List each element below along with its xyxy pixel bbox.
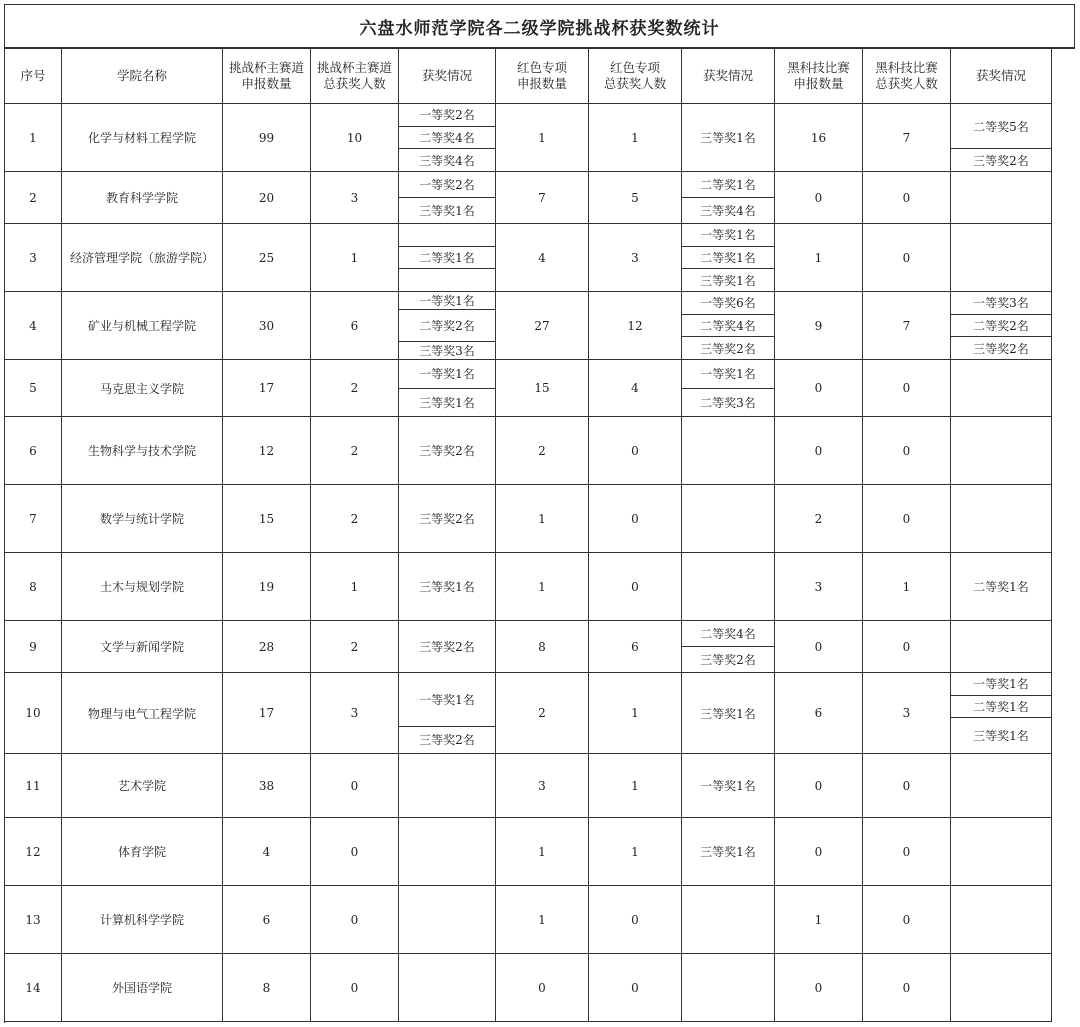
cell-red-apply-count: 0 [496,954,589,1022]
award-entry: 一等奖2名 [399,172,495,198]
cell-red-apply-count: 2 [496,417,589,485]
header-text: 获奖情况 [975,68,1026,83]
award-entry: 三等奖2名 [419,512,475,526]
award-entry: 三等奖2名 [973,341,1029,356]
cell-tz-awards [399,417,496,485]
award-entry: 一等奖2名 [399,104,495,127]
cell-hk-winner-count: 0 [863,417,951,485]
cell-serial-number: 14 [5,954,62,1022]
cell-hk-winner-count: 0 [863,954,951,1022]
cell-red-awards [682,954,775,1022]
cell-red-awards [682,224,775,292]
cell-red-winner-count: 0 [589,485,682,553]
cell-red-awards [682,621,775,673]
award-entry: 二等奖2名 [399,310,495,342]
cell-red-awards [682,485,775,553]
cell-red-apply-count: 1 [496,485,589,553]
award-entry: 一等奖3名 [951,292,1051,315]
award-entry: 三等奖1名 [419,580,475,594]
award-entry: 二等奖2名 [951,315,1051,338]
award-entry: 二等奖1名 [682,172,774,198]
cell-tz-winner-count: 0 [311,886,399,954]
cell-tz-awards [399,360,496,417]
header-text: 申报数量 [241,76,292,91]
cell-hk-winner-count: 0 [863,818,951,886]
cell-red-winner-count: 6 [589,621,682,673]
cell-serial-number: 10 [5,673,62,754]
award-entry: 二等奖4名 [399,127,495,150]
award-entry: 二等奖1名 [399,247,495,270]
cell-college-name: 数学与统计学院 [62,485,223,553]
award-entry: 三等奖4名 [419,153,475,168]
cell-tz-apply-count: 25 [223,224,311,292]
cell-tz-awards [399,754,496,818]
cell-tz-awards [399,553,496,621]
cell-tz-awards [399,886,496,954]
cell-serial-number: 12 [5,818,62,886]
cell-red-winner-count: 0 [589,417,682,485]
cell-tz-apply-count: 8 [223,954,311,1022]
cell-tz-apply-count: 28 [223,621,311,673]
cell-red-apply-count: 4 [496,224,589,292]
cell-hk-apply-count: 0 [775,621,863,673]
cell-red-apply-count: 1 [496,886,589,954]
cell-red-apply-count: 1 [496,553,589,621]
cell-hk-winner-count: 0 [863,754,951,818]
cell-tz-awards [399,954,496,1022]
cell-tz-apply-count: 17 [223,673,311,754]
header-text: 黑科技比赛 [875,60,938,75]
cell-tz-winner-count: 2 [311,360,399,417]
header-college-name [62,49,223,104]
header-text: 获奖情况 [421,68,472,83]
cell-hk-winner-count: 1 [863,553,951,621]
header-tz-awards [399,49,496,104]
cell-red-awards [682,754,775,818]
cell-tz-awards [399,172,496,224]
cell-tz-awards [399,485,496,553]
cell-hk-awards [951,818,1052,886]
award-entry: 一等奖1名 [700,779,756,793]
cell-college-name: 教育科学学院 [62,172,223,224]
cell-hk-winner-count: 7 [863,104,951,172]
cell-hk-apply-count: 0 [775,818,863,886]
cell-hk-winner-count: 0 [863,485,951,553]
award-entry: 三等奖1名 [700,845,756,859]
cell-red-apply-count: 3 [496,754,589,818]
award-entry: 三等奖1名 [700,706,756,721]
header-text: 红色专项 [609,60,660,75]
award-entry: 二等奖1名 [973,580,1029,594]
cell-serial-number: 13 [5,886,62,954]
cell-red-awards [682,104,775,172]
cell-hk-awards [951,886,1052,954]
cell-serial-number: 5 [5,360,62,417]
cell-hk-apply-count: 0 [775,172,863,224]
header-text: 黑科技比赛 [787,60,850,75]
cell-college-name: 艺术学院 [62,754,223,818]
cell-red-winner-count: 1 [589,104,682,172]
award-entry [399,224,495,247]
cell-hk-apply-count: 0 [775,360,863,417]
cell-serial-number: 2 [5,172,62,224]
cell-tz-winner-count: 0 [311,754,399,818]
cell-tz-awards [399,104,496,172]
cell-red-apply-count: 27 [496,292,589,360]
cell-red-awards [682,553,775,621]
award-statistics-table [4,48,1075,1023]
cell-serial-number: 9 [5,621,62,673]
cell-red-apply-count: 1 [496,104,589,172]
cell-tz-apply-count: 30 [223,292,311,360]
cell-red-winner-count: 0 [589,553,682,621]
header-text: 红色专项 [516,60,567,75]
cell-tz-awards [399,292,496,360]
cell-hk-winner-count: 7 [863,292,951,360]
cell-hk-apply-count: 0 [775,754,863,818]
cell-hk-apply-count: 3 [775,553,863,621]
cell-hk-apply-count: 6 [775,673,863,754]
cell-red-apply-count: 1 [496,818,589,886]
cell-hk-apply-count: 1 [775,886,863,954]
cell-tz-awards [399,673,496,754]
cell-red-awards [682,417,775,485]
cell-college-name: 生物科学与技术学院 [62,417,223,485]
award-entry: 三等奖2名 [419,640,475,654]
cell-college-name: 经济管理学院（旅游学院） [62,224,223,292]
cell-hk-winner-count: 0 [863,621,951,673]
header-hk-apply-count [775,49,863,104]
award-entry: 二等奖4名 [682,315,774,338]
cell-hk-winner-count: 0 [863,886,951,954]
cell-tz-winner-count: 2 [311,485,399,553]
cell-red-winner-count: 0 [589,886,682,954]
cell-tz-winner-count: 10 [311,104,399,172]
cell-tz-awards [399,818,496,886]
cell-hk-apply-count: 0 [775,954,863,1022]
cell-college-name: 化学与材料工程学院 [62,104,223,172]
cell-red-winner-count: 5 [589,172,682,224]
award-entry: 一等奖1名 [951,673,1051,696]
cell-tz-winner-count: 6 [311,292,399,360]
award-entry: 三等奖1名 [419,395,475,410]
header-text: 学院名称 [116,68,167,83]
award-entry: 三等奖1名 [973,729,1029,744]
header-hk-awards [951,49,1052,104]
header-text: 挑战杯主赛道 [316,60,392,75]
award-entry: 二等奖3名 [700,395,756,410]
cell-serial-number: 7 [5,485,62,553]
cell-hk-winner-count: 0 [863,224,951,292]
cell-hk-awards [951,485,1052,553]
award-entry: 三等奖2名 [973,153,1029,168]
header-text: 总获奖人数 [875,76,938,91]
cell-hk-apply-count: 2 [775,485,863,553]
cell-hk-awards [951,417,1052,485]
cell-hk-apply-count: 9 [775,292,863,360]
cell-serial-number: 1 [5,104,62,172]
cell-hk-apply-count: 16 [775,104,863,172]
award-entry: 三等奖2名 [419,444,475,458]
cell-red-apply-count: 15 [496,360,589,417]
cell-tz-apply-count: 4 [223,818,311,886]
award-entry: 一等奖6名 [682,292,774,315]
header-tz-winner-count [311,49,399,104]
award-entry: 二等奖5名 [951,104,1051,149]
award-entry: 三等奖1名 [419,204,475,218]
cell-hk-awards [951,224,1052,292]
cell-serial-number: 4 [5,292,62,360]
award-entry: 三等奖2名 [700,341,756,356]
cell-tz-apply-count: 99 [223,104,311,172]
cell-red-awards [682,360,775,417]
cell-red-winner-count: 1 [589,673,682,754]
cell-hk-winner-count: 0 [863,172,951,224]
cell-hk-awards [951,673,1052,754]
cell-red-awards [682,673,775,754]
award-entry: 三等奖1名 [700,131,756,145]
award-entry: 一等奖1名 [682,224,774,247]
cell-hk-winner-count: 3 [863,673,951,754]
header-text: 总获奖人数 [603,76,667,91]
cell-tz-awards [399,224,496,292]
cell-tz-winner-count: 3 [311,673,399,754]
cell-college-name: 土木与规划学院 [62,553,223,621]
header-text: 获奖情况 [702,68,753,83]
header-text: 序号 [20,68,46,83]
award-entry: 一等奖1名 [399,673,495,727]
award-entry: 三等奖2名 [419,733,475,748]
award-entry: 一等奖1名 [399,360,495,389]
cell-red-winner-count: 4 [589,360,682,417]
cell-red-awards [682,886,775,954]
cell-hk-awards [951,172,1052,224]
cell-hk-awards [951,360,1052,417]
cell-college-name: 体育学院 [62,818,223,886]
cell-tz-winner-count: 3 [311,172,399,224]
header-hk-winner-count [863,49,951,104]
cell-tz-apply-count: 12 [223,417,311,485]
cell-tz-apply-count: 6 [223,886,311,954]
cell-tz-awards [399,621,496,673]
cell-serial-number: 11 [5,754,62,818]
cell-hk-apply-count: 0 [775,417,863,485]
cell-hk-awards [951,292,1052,360]
cell-college-name: 文学与新闻学院 [62,621,223,673]
header-text: 申报数量 [793,76,844,91]
header-text: 申报数量 [516,76,567,91]
cell-college-name: 计算机科学学院 [62,886,223,954]
cell-red-winner-count: 1 [589,754,682,818]
cell-red-awards [682,818,775,886]
cell-college-name: 马克思主义学院 [62,360,223,417]
header-tz-apply-count [223,49,311,104]
award-entry: 一等奖1名 [682,360,774,389]
header-red-awards [682,49,775,104]
header-serial-number [5,49,62,104]
cell-college-name: 矿业与机械工程学院 [62,292,223,360]
cell-serial-number: 6 [5,417,62,485]
award-entry: 二等奖4名 [682,621,774,647]
header-text: 总获奖人数 [323,76,386,91]
cell-red-winner-count: 12 [589,292,682,360]
cell-tz-winner-count: 1 [311,224,399,292]
header-red-apply-count [496,49,589,104]
award-entry: 二等奖1名 [682,247,774,270]
cell-college-name: 外国语学院 [62,954,223,1022]
award-entry [399,269,495,291]
cell-serial-number: 8 [5,553,62,621]
award-entry: 三等奖3名 [419,344,475,358]
cell-hk-apply-count: 1 [775,224,863,292]
award-entry: 二等奖1名 [951,696,1051,719]
cell-tz-apply-count: 15 [223,485,311,553]
cell-hk-awards [951,754,1052,818]
cell-red-apply-count: 7 [496,172,589,224]
cell-hk-winner-count: 0 [863,360,951,417]
cell-tz-apply-count: 38 [223,754,311,818]
cell-college-name: 物理与电气工程学院 [62,673,223,754]
cell-hk-awards [951,954,1052,1022]
award-entry: 三等奖4名 [700,204,756,218]
award-entry: 一等奖1名 [399,292,495,310]
header-text: 挑战杯主赛道 [228,60,304,75]
cell-tz-winner-count: 1 [311,553,399,621]
cell-hk-awards [951,553,1052,621]
cell-red-awards [682,292,775,360]
cell-tz-winner-count: 0 [311,818,399,886]
cell-red-apply-count: 8 [496,621,589,673]
cell-red-apply-count: 2 [496,673,589,754]
cell-tz-winner-count: 0 [311,954,399,1022]
cell-red-winner-count: 1 [589,818,682,886]
cell-tz-winner-count: 2 [311,621,399,673]
cell-red-winner-count: 0 [589,954,682,1022]
cell-tz-winner-count: 2 [311,417,399,485]
cell-red-winner-count: 3 [589,224,682,292]
header-red-winner-count [589,49,682,104]
cell-serial-number: 3 [5,224,62,292]
award-entry: 三等奖2名 [700,653,756,667]
page-title: 六盘水师范学院各二级学院挑战杯获奖数统计 [4,4,1075,48]
cell-red-awards [682,172,775,224]
cell-tz-apply-count: 17 [223,360,311,417]
cell-tz-apply-count: 20 [223,172,311,224]
cell-hk-awards [951,621,1052,673]
cell-tz-apply-count: 19 [223,553,311,621]
cell-hk-awards [951,104,1052,172]
award-entry: 三等奖1名 [700,273,756,288]
